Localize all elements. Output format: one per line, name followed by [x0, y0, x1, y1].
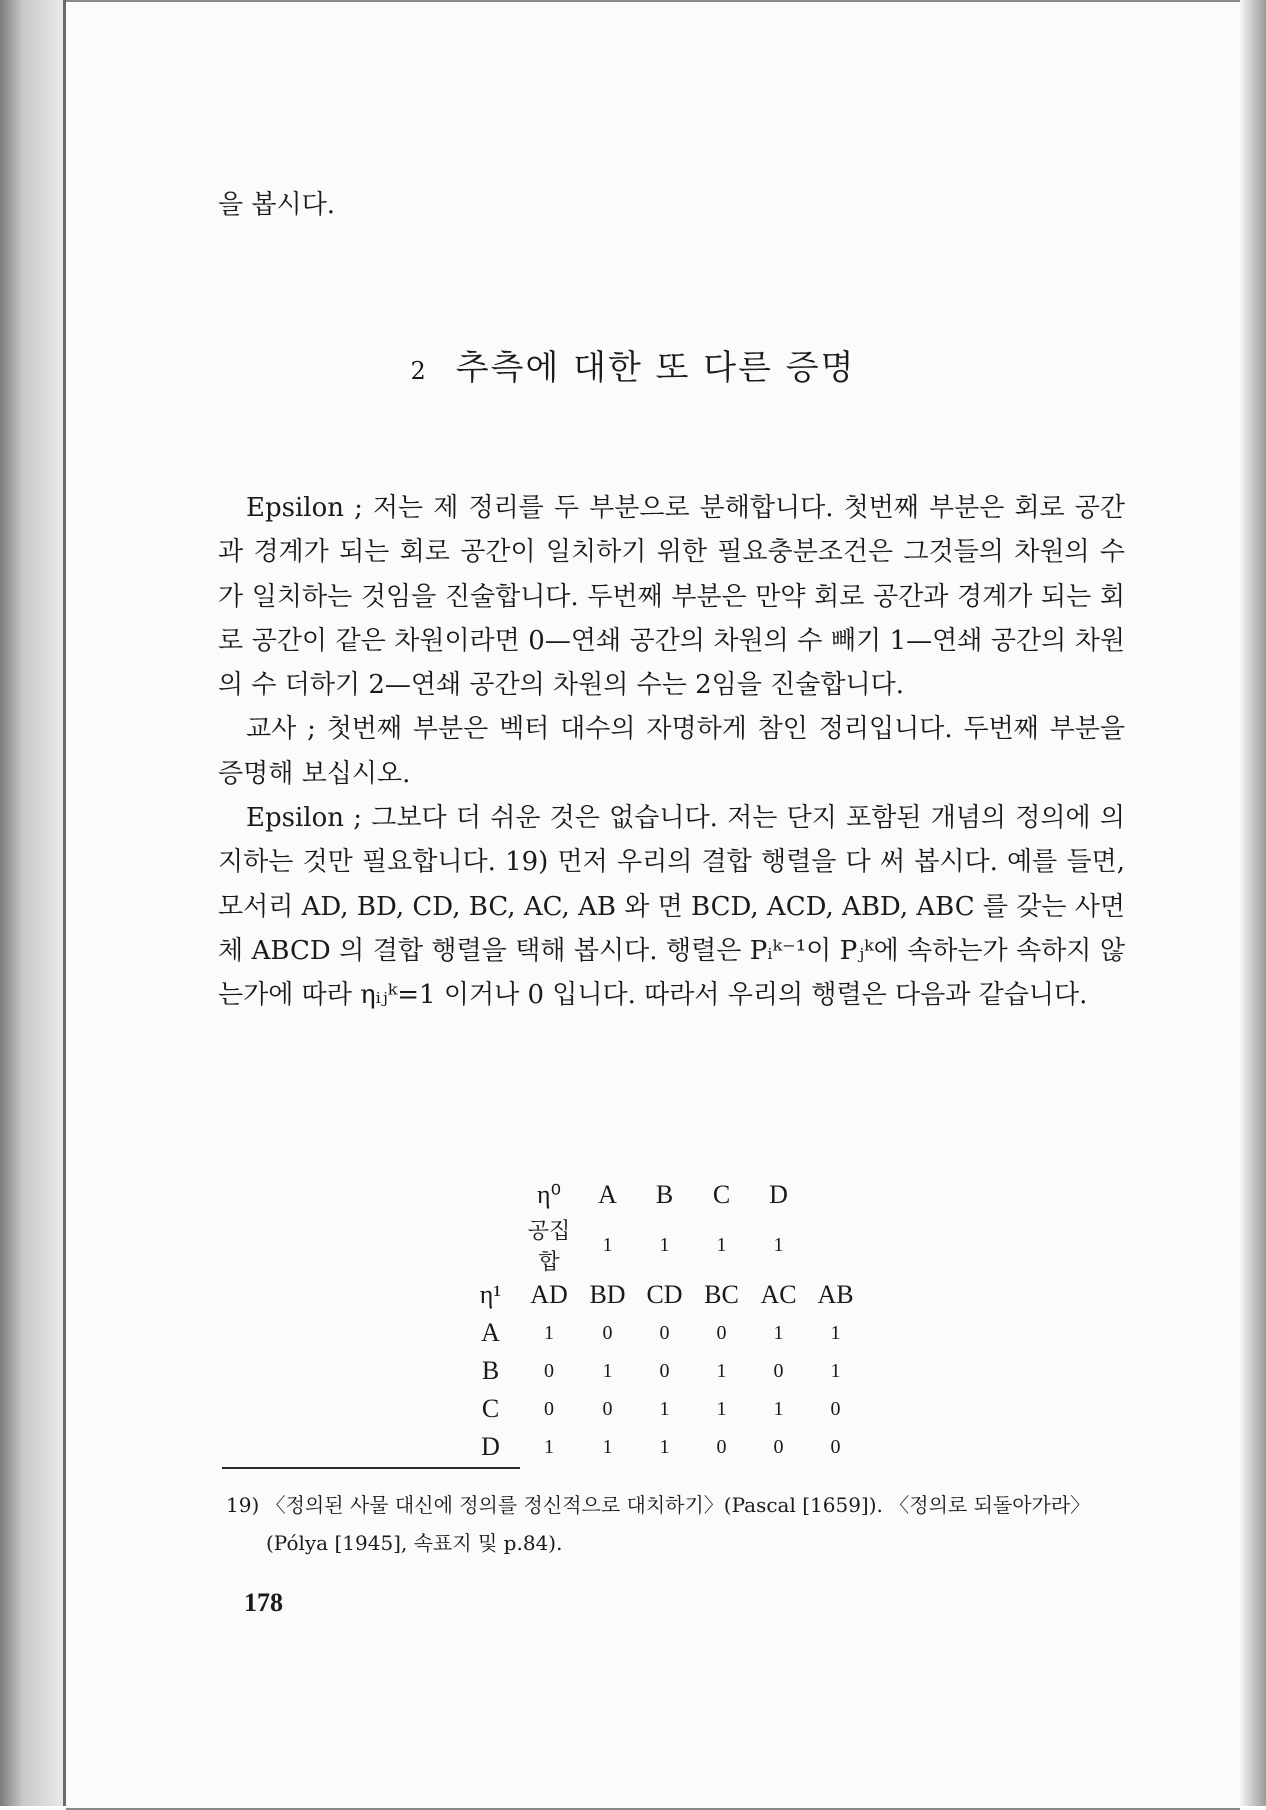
matrix-cell: 1	[544, 1435, 554, 1458]
book-spine	[0, 0, 66, 1806]
matrix-header: BD	[589, 1280, 626, 1309]
footnote	[226, 1486, 1126, 1562]
paragraph: Epsilon ; 저는 제 정리를 두 부분으로 분해합니다. 첫번째 부분은 회로 공간과 경계가 되는 회로 공간이 일치하기 위한 필요충분조건은 그것들의 차원의 수가 일치하는 것임을 진술합니다. 두번째 부분은 만약 회로 공간과 경계가 되는 회로 공간이 같은 차원이라면 0—연쇄 공간의 차원의 수 빼기 1—연쇄 공간의 차원의 수 더하기 2—연쇄 공간의 차원의 수는 2임을 진술합니다.	[218, 493, 1126, 701]
section-title: 추측에 대한 또 다른 증명	[455, 348, 856, 388]
matrix-cell: 0	[544, 1359, 554, 1382]
matrix-eta0	[462, 1176, 864, 1466]
matrix-header: AB	[817, 1280, 854, 1309]
matrix-cell: 1	[716, 1397, 727, 1420]
continued-line: 을 봅시다.	[218, 190, 335, 220]
matrix-header: CD	[646, 1280, 683, 1309]
matrix-header: C	[712, 1180, 731, 1209]
matrix-cell: 1	[659, 1397, 670, 1420]
matrix-label: η¹	[479, 1280, 502, 1309]
matrix-row-label: D	[481, 1432, 500, 1461]
matrix-cell: 0	[830, 1435, 841, 1458]
body-text	[218, 486, 1125, 1018]
matrix-cell: 1	[830, 1359, 841, 1382]
matrix-cell: 1	[830, 1321, 841, 1344]
matrix-header: B	[655, 1180, 674, 1209]
matrix-header-row	[462, 1276, 864, 1314]
page-number: 178	[244, 1588, 283, 1617]
matrix-row-label: C	[481, 1394, 500, 1423]
matrix-row-label: B	[481, 1356, 500, 1385]
matrix-cell: 0	[544, 1397, 554, 1420]
matrix-cell: 1	[659, 1233, 670, 1256]
matrix-header: AD	[530, 1280, 568, 1309]
matrix-cell: 0	[602, 1397, 613, 1420]
matrix-row	[462, 1390, 864, 1428]
paragraph: Epsilon ; 그보다 더 쉬운 것은 없습니다. 저는 단지 포함된 개념의 정의에 의지하는 것만 필요합니다. 19) 먼저 우리의 결합 행렬을 다 써 봅시다. 예를 들면, 모서리 AD, BD, CD, BC, AC, AB 와 면 BCD, ACD, ABD, ABC 를 갖는 사면체 ABCD 의 결합 행렬을 택해 봅시다. 행렬은 Pᵢᵏ⁻¹이 Pⱼᵏ에 속하는가 속하지 않는가에 따라 ηᵢⱼᵏ=1 이거나 0 입니다. 따라서 우리의 행렬은 다음과 같습니다.	[218, 803, 1126, 1011]
matrix-header-row	[462, 1176, 864, 1214]
page-edge-shadow	[1240, 0, 1266, 1806]
incidence-matrices	[462, 1176, 864, 1466]
matrix-cell: 1	[544, 1321, 554, 1344]
section-heading	[0, 340, 1266, 389]
matrix-cell: 0	[716, 1435, 727, 1458]
matrix-cell: 0	[830, 1397, 841, 1420]
matrix-cell: 1	[602, 1233, 613, 1256]
matrix-header: D	[769, 1180, 788, 1209]
matrix-cell: 1	[602, 1359, 613, 1382]
matrix-cell: 1	[716, 1359, 727, 1382]
matrix-cell: 0	[773, 1435, 784, 1458]
matrix-cell: 0	[659, 1359, 670, 1382]
matrix-row	[462, 1314, 864, 1352]
matrix-cell: 1	[602, 1435, 613, 1458]
footnote-divider	[222, 1467, 520, 1469]
paragraph: 교사 ; 첫번째 부분은 벡터 대수의 자명하게 참인 정리입니다. 두번째 부분을 증명해 보십시오.	[218, 714, 1125, 789]
matrix-header: BC	[704, 1280, 739, 1309]
matrix-cell: 1	[716, 1233, 727, 1256]
footnote-line: (Pólya [1945], 속표지 및 p.84).	[266, 1531, 563, 1555]
matrix-cell: 0	[716, 1321, 727, 1344]
matrix-cell: 1	[659, 1435, 670, 1458]
matrix-row	[462, 1214, 864, 1276]
matrix-row-label: A	[481, 1318, 500, 1347]
matrix-cell: 1	[773, 1233, 784, 1256]
matrix-header: AC	[760, 1280, 797, 1309]
matrix-cell: 0	[602, 1321, 613, 1344]
footnote-line: 19) 〈정의된 사물 대신에 정의를 정신적으로 대치하기〉(Pascal [1659]). 〈정의로 되돌아가라〉	[226, 1493, 1091, 1517]
matrix-cell: 0	[773, 1359, 784, 1382]
matrix-row	[462, 1428, 864, 1466]
matrix-header: A	[598, 1180, 617, 1209]
matrix-label: η⁰	[536, 1180, 562, 1209]
section-number: 2	[410, 357, 428, 385]
matrix-cell: 0	[659, 1321, 670, 1344]
matrix-cell: 1	[773, 1321, 784, 1344]
matrix-cell: 1	[773, 1397, 784, 1420]
matrix-row-label: 공집합	[527, 1219, 571, 1275]
matrix-row	[462, 1352, 864, 1390]
